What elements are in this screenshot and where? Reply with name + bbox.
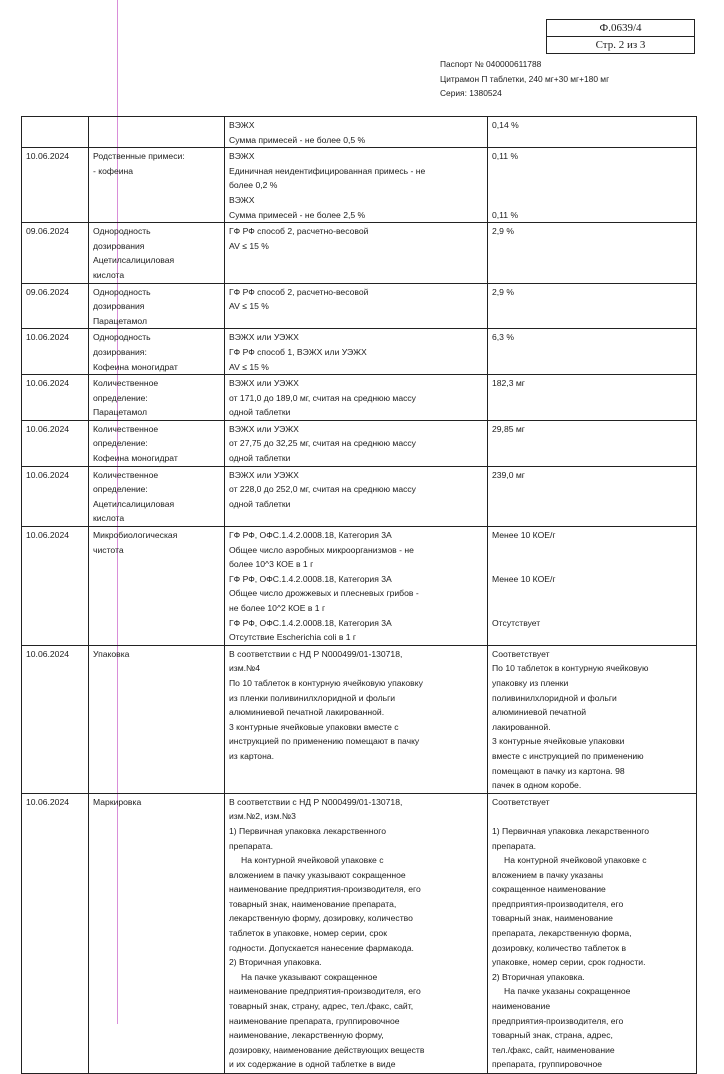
test-results-table bbox=[21, 116, 697, 1074]
parameter-cell bbox=[89, 527, 225, 646]
result-line: вместе с инструкцией по применению bbox=[492, 750, 644, 761]
method-cell bbox=[225, 223, 488, 283]
passport-header bbox=[440, 57, 609, 101]
parameter-line: Родственные примеси: bbox=[93, 151, 185, 162]
parameter-cell bbox=[89, 420, 225, 466]
parameter-cell bbox=[89, 148, 225, 223]
table-row bbox=[22, 466, 697, 526]
result-line: предприятия-производителя, его bbox=[492, 898, 624, 909]
form-code-box bbox=[546, 19, 695, 54]
date-text: 10.06.2024 bbox=[26, 378, 70, 389]
result-line: 239,0 мг bbox=[492, 469, 525, 480]
result-line: На контурной ячейковой упаковке с bbox=[504, 855, 647, 866]
method-line: Общее число дрожжевых и плесневых грибов - bbox=[229, 588, 419, 599]
method-line: изм.№4 bbox=[229, 663, 261, 674]
method-cell bbox=[225, 148, 488, 223]
result-line: 2,9 % bbox=[492, 286, 514, 297]
date-cell bbox=[22, 148, 89, 223]
method-line: Сумма примесей - не более 2,5 % bbox=[229, 209, 366, 220]
result-cell bbox=[488, 329, 697, 375]
parameter-line: кислота bbox=[93, 513, 125, 524]
method-cell bbox=[225, 375, 488, 421]
date-text: 10.06.2024 bbox=[26, 423, 70, 434]
parameter-cell bbox=[89, 466, 225, 526]
method-line: изм.№2, изм.№3 bbox=[229, 811, 296, 822]
parameter-line: Количественное bbox=[93, 378, 159, 389]
table-row bbox=[22, 793, 697, 1073]
result-cell bbox=[488, 148, 697, 223]
method-line: На контурной ячейковой упаковке с bbox=[241, 855, 384, 866]
date-text: 10.06.2024 bbox=[26, 332, 70, 343]
method-line: Отсутствие Escherichia coli в 1 г bbox=[229, 632, 357, 643]
result-line bbox=[492, 193, 692, 208]
method-line: наименование, лекарственную форму, bbox=[229, 1030, 384, 1041]
date-cell bbox=[22, 420, 89, 466]
date-cell bbox=[22, 117, 89, 148]
method-line: наименование предприятия-производителя, его bbox=[229, 884, 421, 895]
method-line: из пленки поливинилхлоридной и фольги bbox=[229, 692, 396, 703]
parameter-line: Однородность bbox=[93, 286, 151, 297]
parameter-line: Кофеина моногидрат bbox=[93, 453, 178, 464]
method-line: ВЭЖХ bbox=[229, 194, 255, 205]
date-cell bbox=[22, 375, 89, 421]
table-row bbox=[22, 645, 697, 793]
method-line: одной таблетки bbox=[229, 498, 291, 509]
result-cell bbox=[488, 375, 697, 421]
result-line: препарата, группировочное bbox=[492, 1059, 603, 1070]
parameter-cell bbox=[89, 645, 225, 793]
method-line: от 228,0 до 252,0 мг, считая на среднюю массу bbox=[229, 484, 416, 495]
result-line: препарата, лекарственную форма, bbox=[492, 928, 632, 939]
table-row bbox=[22, 329, 697, 375]
date-cell bbox=[22, 223, 89, 283]
result-line: Менее 10 КОЕ/г bbox=[492, 530, 556, 541]
result-line: вложением в пачку указаны bbox=[492, 869, 604, 880]
table-row bbox=[22, 223, 697, 283]
method-cell bbox=[225, 117, 488, 148]
passport-number: Паспорт № 040000611788 bbox=[440, 59, 542, 69]
method-line: ГФ РФ, ОФС.1.4.2.0008.18, Категория 3А bbox=[229, 617, 392, 628]
result-line: 2) Вторичная упаковка. bbox=[492, 971, 585, 982]
parameter-line: Парацетамол bbox=[93, 407, 147, 418]
method-line: ВЭЖХ bbox=[229, 120, 255, 130]
method-line: товарный знак, страну, адрес, тел./факс, сайт, bbox=[229, 1001, 414, 1012]
method-line: наименование препарата, группировочное bbox=[229, 1015, 400, 1026]
result-cell bbox=[488, 793, 697, 1073]
method-line: дозировку, наименование действующих веществ bbox=[229, 1044, 425, 1055]
result-line: лакированной. bbox=[492, 721, 551, 732]
parameter-line: Ацетилсалициловая bbox=[93, 255, 175, 266]
result-line bbox=[492, 586, 692, 601]
method-line: ВЭЖХ или УЭЖХ bbox=[229, 469, 299, 480]
parameter-cell bbox=[89, 283, 225, 329]
result-cell bbox=[488, 420, 697, 466]
date-cell bbox=[22, 283, 89, 329]
page-number: Стр. 2 из 3 bbox=[595, 39, 646, 51]
method-line: от 27,75 до 32,25 мг, считая на среднюю массу bbox=[229, 438, 416, 449]
result-line: наименование bbox=[492, 1001, 551, 1012]
result-line: На пачке указаны сокращенное bbox=[504, 986, 631, 997]
method-line: годности. Допускается нанесение фармакода. bbox=[229, 942, 414, 953]
method-line: Сумма примесей - не более 0,5 % bbox=[229, 134, 366, 145]
result-line: помещают в пачку из картона. 98 bbox=[492, 765, 625, 776]
table-row bbox=[22, 117, 697, 148]
result-line: упаковку из пленки bbox=[492, 677, 569, 688]
result-line: 1) Первичная упаковка лекарственного bbox=[492, 825, 649, 836]
method-line: ВЭЖХ или УЭЖХ bbox=[229, 332, 299, 343]
parameter-line: Количественное bbox=[93, 423, 159, 434]
method-line: ГФ РФ способ 1, ВЭЖХ или УЭЖХ bbox=[229, 346, 367, 357]
result-line: Отсутствует bbox=[492, 617, 541, 628]
method-line: таблеток в упаковке, номер серии, срок bbox=[229, 928, 387, 939]
series-number: Серия: 1380524 bbox=[440, 88, 502, 98]
result-line: 2,9 % bbox=[492, 226, 514, 237]
method-cell bbox=[225, 793, 488, 1073]
method-line: AV ≤ 15 % bbox=[229, 301, 269, 312]
method-line: вложением в пачку указывают сокращенное bbox=[229, 869, 406, 880]
parameter-line: Ацетилсалициловая bbox=[93, 498, 175, 509]
product-name: Цитрамон П таблетки, 240 мг+30 мг+180 мг bbox=[440, 73, 610, 84]
result-line bbox=[492, 601, 692, 616]
result-line bbox=[492, 543, 692, 558]
result-line: дозировку, количество таблеток в bbox=[492, 942, 627, 953]
method-line: лекарственную форму, дозировку, количество bbox=[229, 913, 413, 924]
method-line: 3 контурные ячейковые упаковки вместе с bbox=[229, 721, 399, 732]
parameter-line: дозирования bbox=[93, 240, 145, 251]
method-cell bbox=[225, 283, 488, 329]
parameter-line: Парацетамол bbox=[93, 315, 147, 326]
method-line: ВЭЖХ или УЭЖХ bbox=[229, 423, 299, 434]
result-line: 29,85 мг bbox=[492, 423, 525, 434]
table-row bbox=[22, 375, 697, 421]
parameter-line: кислота bbox=[93, 269, 125, 280]
result-cell bbox=[488, 223, 697, 283]
date-cell bbox=[22, 527, 89, 646]
method-line: В соответствии с НД Р N000499/01-130718, bbox=[229, 648, 403, 659]
method-line: более 0,2 % bbox=[229, 180, 278, 191]
result-line: Соответствует bbox=[492, 648, 550, 659]
result-line: поливинилхлоридной и фольги bbox=[492, 692, 617, 703]
parameter-line: Однородность bbox=[93, 226, 151, 237]
parameter-cell bbox=[89, 329, 225, 375]
parameter-cell bbox=[89, 375, 225, 421]
result-line bbox=[492, 809, 692, 824]
method-line: алюминиевой печатной лакированной. bbox=[229, 707, 385, 718]
result-line: 0,14 % bbox=[492, 120, 519, 130]
parameter-cell bbox=[89, 223, 225, 283]
method-line: Единичная неидентифицированная примесь - не bbox=[229, 165, 426, 176]
method-line: ВЭЖХ bbox=[229, 151, 255, 162]
method-line: инструкцией по применению помещают в пачку bbox=[229, 736, 420, 747]
result-line: 3 контурные ячейковые упаковки bbox=[492, 736, 625, 747]
result-cell bbox=[488, 466, 697, 526]
method-line: более 10^3 КОЕ в 1 г bbox=[229, 559, 314, 570]
method-line: и их содержание в одной таблетке в виде bbox=[229, 1059, 396, 1070]
parameter-line: чистота bbox=[93, 544, 124, 555]
date-text: 10.06.2024 bbox=[26, 530, 70, 541]
result-line: По 10 таблеток в контурную ячейковую bbox=[492, 663, 649, 674]
date-text: 10.06.2024 bbox=[26, 151, 70, 162]
parameter-line: дозирования: bbox=[93, 346, 147, 357]
date-text: 09.06.2024 bbox=[26, 226, 70, 237]
method-line: из картона. bbox=[229, 750, 274, 761]
method-line: 1) Первичная упаковка лекарственного bbox=[229, 825, 386, 836]
parameter-line: дозирования bbox=[93, 301, 145, 312]
method-line: ГФ РФ, ОФС.1.4.2.0008.18, Категория 3А bbox=[229, 573, 392, 584]
result-line: 0,11 % bbox=[492, 151, 519, 162]
method-line: ГФ РФ, ОФС.1.4.2.0008.18, Категория 3А bbox=[229, 530, 392, 541]
method-line: ГФ РФ способ 2, расчетно-весовой bbox=[229, 226, 369, 237]
result-line: предприятия-производителя, его bbox=[492, 1015, 624, 1026]
method-line: На пачке указывают сокращенное bbox=[241, 971, 378, 982]
result-line: сокращенное наименование bbox=[492, 884, 606, 895]
method-line: одной таблетки bbox=[229, 407, 291, 418]
parameter-line: Однородность bbox=[93, 332, 151, 343]
date-cell bbox=[22, 645, 89, 793]
date-cell bbox=[22, 329, 89, 375]
result-line: алюминиевой печатной bbox=[492, 707, 587, 718]
method-line: ГФ РФ способ 2, расчетно-весовой bbox=[229, 286, 369, 297]
parameter-line: определение: bbox=[93, 438, 148, 449]
result-line: Соответствует bbox=[492, 796, 550, 807]
result-line: товарный знак, наименование bbox=[492, 913, 613, 924]
result-cell bbox=[488, 645, 697, 793]
result-line bbox=[492, 178, 692, 193]
parameter-line: определение: bbox=[93, 392, 148, 403]
date-text: 10.06.2024 bbox=[26, 469, 70, 480]
parameter-line: Упаковка bbox=[93, 648, 130, 659]
method-line: одной таблетки bbox=[229, 453, 291, 464]
method-line: AV ≤ 15 % bbox=[229, 240, 269, 251]
method-line: ВЭЖХ или УЭЖХ bbox=[229, 378, 299, 389]
method-line: По 10 таблеток в контурную ячейковую упаковку bbox=[229, 677, 423, 688]
method-line: AV ≤ 15 % bbox=[229, 361, 269, 372]
method-cell bbox=[225, 420, 488, 466]
result-cell bbox=[488, 117, 697, 148]
method-line: не более 10^2 КОЕ в 1 г bbox=[229, 603, 326, 613]
result-line: 0,11 % bbox=[492, 209, 519, 220]
date-text: 10.06.2024 bbox=[26, 796, 70, 807]
parameter-line: Маркировка bbox=[93, 796, 142, 807]
table-row bbox=[22, 527, 697, 646]
date-cell bbox=[22, 793, 89, 1073]
table-row bbox=[22, 148, 697, 223]
date-text: 09.06.2024 bbox=[26, 286, 70, 297]
parameter-line: Микробиологическая bbox=[93, 530, 178, 541]
method-line: В соответствии с НД Р N000499/01-130718, bbox=[229, 796, 403, 807]
result-line: тел./факс, сайт, наименование bbox=[492, 1044, 615, 1055]
result-line: пачек в одном коробе. bbox=[492, 780, 582, 791]
result-cell bbox=[488, 283, 697, 329]
result-line: Менее 10 КОЕ/г bbox=[492, 573, 556, 584]
form-code: Ф.0639/4 bbox=[547, 20, 694, 37]
method-line: 2) Вторичная упаковка. bbox=[229, 957, 322, 968]
result-line: 6,3 % bbox=[492, 332, 514, 343]
parameter-cell bbox=[89, 793, 225, 1073]
result-line: упаковке, номер серии, срок годности. bbox=[492, 957, 646, 968]
parameter-line: определение: bbox=[93, 484, 148, 495]
method-line: от 171,0 до 189,0 мг, считая на среднюю массу bbox=[229, 392, 416, 403]
result-line bbox=[492, 557, 692, 572]
date-text: 10.06.2024 bbox=[26, 648, 70, 659]
method-line: Общее число аэробных микроорганизмов - не bbox=[229, 544, 414, 555]
method-line: препарата. bbox=[229, 840, 274, 851]
method-cell bbox=[225, 466, 488, 526]
method-line: товарный знак, наименование препарата, bbox=[229, 898, 397, 909]
table-row bbox=[22, 283, 697, 329]
parameter-line: Количественное bbox=[93, 469, 159, 480]
parameter-cell bbox=[89, 117, 225, 148]
parameter-line: - кофеина bbox=[93, 165, 134, 176]
table-row bbox=[22, 420, 697, 466]
method-cell bbox=[225, 329, 488, 375]
result-line: товарный знак, страна, адрес, bbox=[492, 1030, 613, 1041]
method-cell bbox=[225, 645, 488, 793]
method-cell bbox=[225, 527, 488, 646]
date-cell bbox=[22, 466, 89, 526]
parameter-line: Кофеина моногидрат bbox=[93, 361, 178, 372]
result-line bbox=[492, 164, 692, 179]
result-line: 182,3 мг bbox=[492, 378, 525, 389]
result-line: препарата. bbox=[492, 840, 537, 851]
result-cell bbox=[488, 527, 697, 646]
method-line: наименование предприятия-производителя, его bbox=[229, 986, 421, 997]
